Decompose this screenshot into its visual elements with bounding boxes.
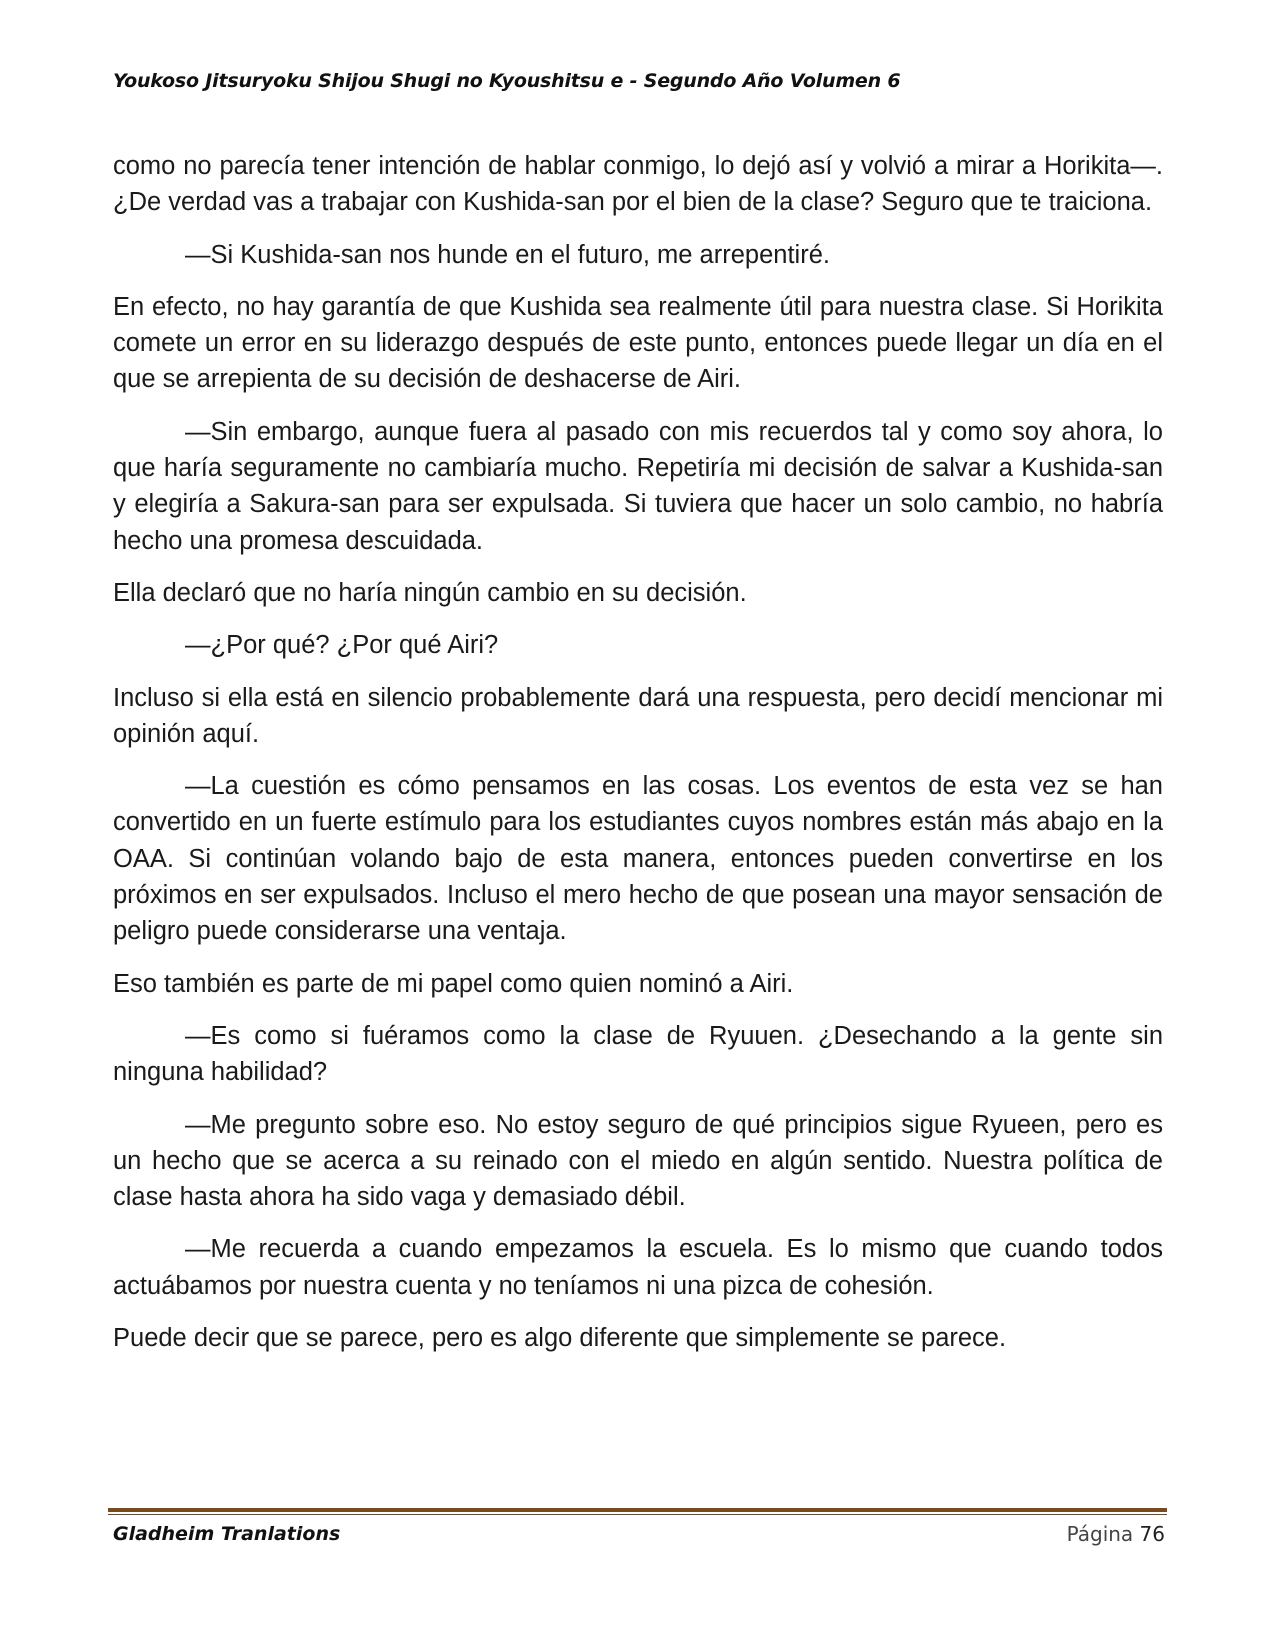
paragraph-8: —La cuestión es cómo pensamos en las cosas. Los eventos de esta vez se han convertido en un fuerte estímulo para los estudiantes cuyos nombres están más abajo en la OAA. Si continúan volando bajo de esta manera, entonces pueden convertirse en los próximos en ser expulsados. Incluso el mero hecho de que posean una mayor sensación de peligro puede considerarse una ventaja. [113, 772, 1163, 946]
document-body [113, 148, 1163, 1372]
footer-divider-thick [108, 1508, 1167, 1512]
paragraph-12: —Me recuerda a cuando empezamos la escuela. Es lo mismo que cuando todos actuábamos por nuestra cuenta y no teníamos ni una pizca de cohesión. [113, 1235, 1163, 1300]
paragraph-1: como no parecía tener intención de hablar conmigo, lo dejó así y volvió a mirar a Horikita—. ¿De verdad vas a trabajar con Kushida-san por el bien de la clase? Seguro que te traiciona. [113, 152, 1163, 217]
footer-divider-thin [108, 1514, 1167, 1515]
page-label: Página [1066, 1522, 1134, 1546]
page-number: 76 [1139, 1522, 1165, 1546]
footer-credit: Gladheim Tranlations [113, 1523, 341, 1545]
paragraph-2: —Si Kushida-san nos hunde en el futuro, me arrepentiré. [185, 240, 830, 269]
paragraph-6: —¿Por qué? ¿Por qué Airi? [185, 631, 499, 660]
paragraph-3: En efecto, no hay garantía de que Kushida sea realmente útil para nuestra clase. Si Horikita comete un error en su liderazgo después de este punto, entonces puede llegar un día en el que se arrepienta de su decisión de deshacerse de Airi. [113, 292, 1163, 394]
page-header-title: Youkoso Jitsuryoku Shijou Shugi no Kyoushitsu e - Segundo Año Volumen 6 [113, 70, 901, 92]
paragraph-11: —Me pregunto sobre eso. No estoy seguro de qué principios sigue Ryueen, pero es un hecho que se acerca a su reinado con el miedo en algún sentido. Nuestra política de clase hasta ahora ha sido vaga y demasiado débil. [113, 1110, 1163, 1212]
paragraph-4: —Sin embargo, aunque fuera al pasado con mis recuerdos tal y como soy ahora, lo que haría seguramente no cambiaría mucho. Repetiría mi decisión de salvar a Kushida-san y elegiría a Sakura-san para ser expulsada. Si tuviera que hacer un solo cambio, no habría hecho una promesa descuidada. [113, 417, 1163, 555]
paragraph-5: Ella declaró que no haría ningún cambio en su decisión. [113, 578, 747, 607]
footer-page-info [1067, 1522, 1165, 1546]
footer-divider [108, 1508, 1167, 1515]
paragraph-9: Eso también es parte de mi papel como quien nominó a Airi. [113, 969, 794, 998]
paragraph-7: Incluso si ella está en silencio probablemente dará una respuesta, pero decidí mencionar mi opinión aquí. [113, 683, 1163, 748]
paragraph-13: Puede decir que se parece, pero es algo diferente que simplemente se parece. [113, 1324, 1007, 1353]
paragraph-10: —Es como si fuéramos como la clase de Ryuuen. ¿Desechando a la gente sin ninguna habilidad? [113, 1021, 1163, 1087]
